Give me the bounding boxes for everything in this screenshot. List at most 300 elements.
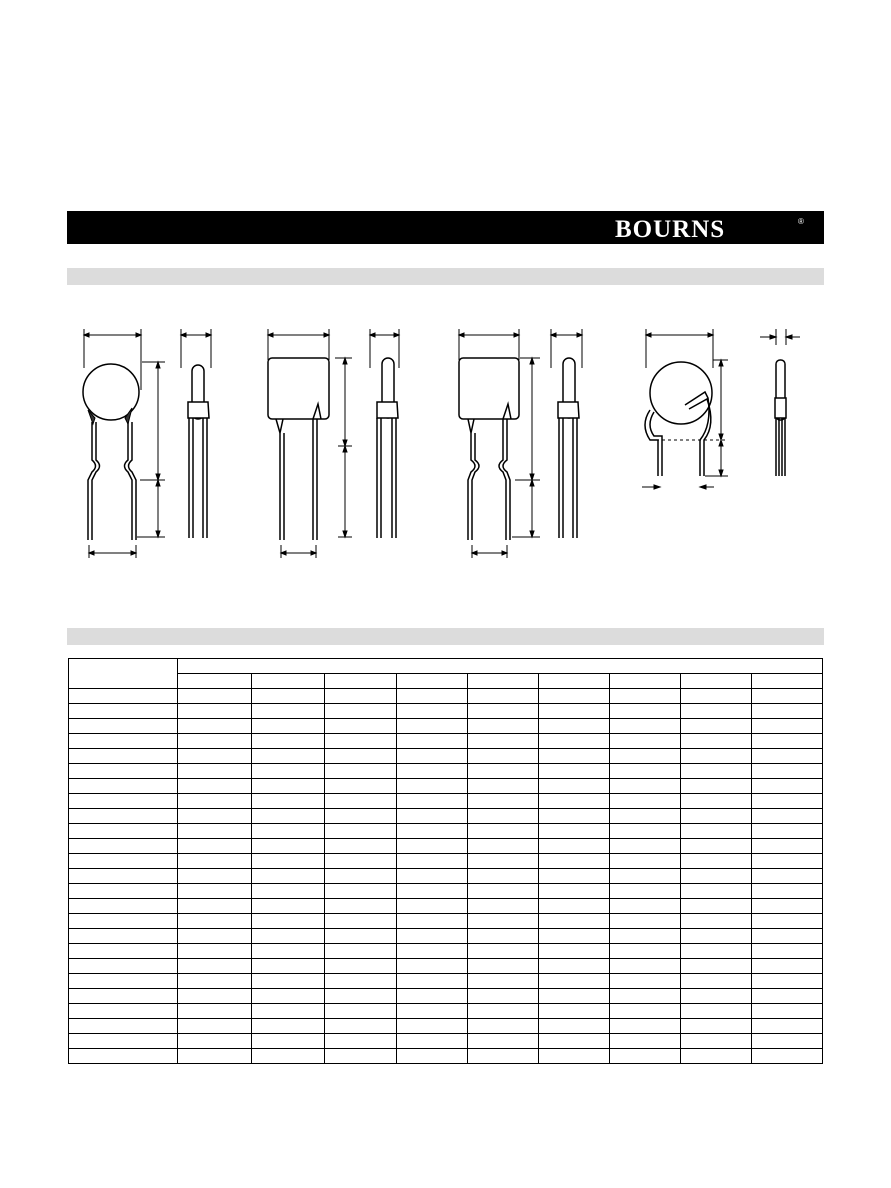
table-header-row-sub <box>69 674 823 689</box>
table-cell <box>69 854 178 869</box>
table-cell <box>610 764 681 779</box>
table-cell <box>539 884 610 899</box>
table-cell <box>69 1004 178 1019</box>
table-cell <box>252 929 325 944</box>
table-cell <box>252 689 325 704</box>
table-cell <box>610 779 681 794</box>
table-cell <box>69 749 178 764</box>
table-cell <box>610 929 681 944</box>
table-cell <box>752 884 823 899</box>
table-cell <box>610 884 681 899</box>
table-cell <box>252 1049 325 1064</box>
table-cell <box>752 839 823 854</box>
drawing-square-straight-front <box>268 329 352 558</box>
table-cell <box>325 704 397 719</box>
table-cell <box>468 689 539 704</box>
table-cell <box>468 1019 539 1034</box>
table-cell <box>397 989 468 1004</box>
table-cell <box>178 839 252 854</box>
table-cell <box>178 809 252 824</box>
bourns-logo-icon <box>615 213 807 243</box>
section-bar-dimensions <box>67 268 824 285</box>
table-cell <box>178 749 252 764</box>
table-cell <box>252 734 325 749</box>
table-cell <box>178 794 252 809</box>
table-cell <box>325 749 397 764</box>
table-cell <box>178 989 252 1004</box>
table-cell <box>69 989 178 1004</box>
table-row <box>69 839 823 854</box>
table-cell <box>539 854 610 869</box>
table-cell <box>69 899 178 914</box>
table-cell <box>752 1034 823 1049</box>
table-cell <box>610 869 681 884</box>
table-cell <box>468 1004 539 1019</box>
table-cell <box>610 689 681 704</box>
table-cell <box>539 689 610 704</box>
table-cell <box>610 1004 681 1019</box>
table-cell <box>681 809 752 824</box>
table-cell <box>252 1034 325 1049</box>
table-cell <box>539 749 610 764</box>
table-cell <box>681 1034 752 1049</box>
table-cell <box>468 884 539 899</box>
table-cell <box>325 689 397 704</box>
table-header-row-top <box>69 659 823 674</box>
table-cell <box>69 794 178 809</box>
table-cell <box>681 839 752 854</box>
table-cell <box>610 899 681 914</box>
table-cell <box>325 734 397 749</box>
table-cell <box>752 974 823 989</box>
table-cell <box>468 719 539 734</box>
table-cell <box>252 854 325 869</box>
table-header-group-cell <box>178 659 823 674</box>
table-cell <box>325 944 397 959</box>
table-header-cell <box>610 674 681 689</box>
table-cell <box>252 944 325 959</box>
table-cell <box>252 1004 325 1019</box>
table-cell <box>325 869 397 884</box>
table-cell <box>178 914 252 929</box>
table-cell <box>752 734 823 749</box>
table-cell <box>69 974 178 989</box>
table-cell <box>178 869 252 884</box>
table-cell <box>178 719 252 734</box>
table-cell <box>752 914 823 929</box>
table-cell <box>610 824 681 839</box>
table-cell <box>468 974 539 989</box>
table-cell <box>178 689 252 704</box>
table-cell <box>468 764 539 779</box>
table-cell <box>325 839 397 854</box>
table-cell <box>468 944 539 959</box>
table-cell <box>539 719 610 734</box>
table-cell <box>325 854 397 869</box>
table-cell <box>539 794 610 809</box>
table-cell <box>681 719 752 734</box>
table-cell <box>397 1004 468 1019</box>
table-cell <box>752 719 823 734</box>
table-cell <box>69 809 178 824</box>
table-cell <box>325 779 397 794</box>
table-row <box>69 854 823 869</box>
table-header-cell <box>178 674 252 689</box>
table-cell <box>468 779 539 794</box>
table-cell <box>252 839 325 854</box>
table-cell <box>681 779 752 794</box>
table-cell <box>397 974 468 989</box>
table-cell <box>468 869 539 884</box>
table-cell <box>681 689 752 704</box>
table-cell <box>397 884 468 899</box>
table-cell <box>752 779 823 794</box>
table-cell <box>69 959 178 974</box>
drawing-square-straight-side <box>370 329 399 538</box>
drawing-square-kinked-front <box>459 329 540 558</box>
table-cell <box>610 989 681 1004</box>
table-cell <box>539 734 610 749</box>
table-cell <box>468 749 539 764</box>
table-header-cell <box>539 674 610 689</box>
table-cell <box>252 704 325 719</box>
table-cell <box>397 929 468 944</box>
table-cell <box>539 779 610 794</box>
table-cell <box>752 989 823 1004</box>
table-cell <box>252 764 325 779</box>
table-row <box>69 944 823 959</box>
table-cell <box>325 1049 397 1064</box>
table-row <box>69 689 823 704</box>
drawing-disc-kinked-side <box>181 329 211 538</box>
table-cell <box>325 989 397 1004</box>
table-cell <box>397 749 468 764</box>
table-cell <box>752 704 823 719</box>
brand-logo-text: BOURNS <box>615 216 726 243</box>
table-cell <box>178 959 252 974</box>
table-cell <box>178 779 252 794</box>
table-row <box>69 959 823 974</box>
table-row <box>69 884 823 899</box>
table-cell <box>681 1049 752 1064</box>
table-cell <box>752 899 823 914</box>
table-cell <box>69 764 178 779</box>
table-cell <box>681 944 752 959</box>
table-cell <box>681 884 752 899</box>
table-cell <box>468 1034 539 1049</box>
table-cell <box>178 929 252 944</box>
table-cell <box>752 824 823 839</box>
table-cell <box>539 869 610 884</box>
table-cell <box>69 704 178 719</box>
table-cell <box>539 989 610 1004</box>
table-row <box>69 929 823 944</box>
table-row <box>69 989 823 1004</box>
registered-mark: ® <box>798 217 804 226</box>
table-row <box>69 869 823 884</box>
table-cell <box>252 824 325 839</box>
table-cell <box>69 719 178 734</box>
table-cell <box>69 944 178 959</box>
table-cell <box>69 1049 178 1064</box>
table-cell <box>539 959 610 974</box>
table-cell <box>468 899 539 914</box>
table-cell <box>610 914 681 929</box>
table-cell <box>325 899 397 914</box>
table-cell <box>69 839 178 854</box>
table-cell <box>539 1034 610 1049</box>
table-cell <box>468 929 539 944</box>
table-cell <box>610 944 681 959</box>
table-cell <box>178 1034 252 1049</box>
table-cell <box>252 989 325 1004</box>
table-cell <box>252 794 325 809</box>
table-cell <box>69 689 178 704</box>
table-cell <box>252 779 325 794</box>
table-cell <box>610 1049 681 1064</box>
table-row <box>69 809 823 824</box>
table-cell <box>252 1019 325 1034</box>
table-cell <box>397 704 468 719</box>
table-cell <box>397 824 468 839</box>
table-cell <box>539 1049 610 1064</box>
table-cell <box>397 779 468 794</box>
table-cell <box>69 734 178 749</box>
table-cell <box>69 779 178 794</box>
table-row <box>69 1019 823 1034</box>
table-cell <box>325 764 397 779</box>
table-cell <box>178 899 252 914</box>
table-cell <box>325 1034 397 1049</box>
table-cell <box>610 719 681 734</box>
table-cell <box>681 959 752 974</box>
table-row <box>69 764 823 779</box>
table-cell <box>610 839 681 854</box>
table-cell <box>468 854 539 869</box>
table-cell <box>610 1019 681 1034</box>
table-cell <box>681 704 752 719</box>
table-row <box>69 974 823 989</box>
table-cell <box>178 944 252 959</box>
table-cell <box>178 1004 252 1019</box>
table-row <box>69 1004 823 1019</box>
table-cell <box>69 824 178 839</box>
table-cell <box>252 974 325 989</box>
table-cell <box>397 794 468 809</box>
table-cell <box>752 1049 823 1064</box>
table-cell <box>752 809 823 824</box>
table-cell <box>610 974 681 989</box>
table-cell <box>397 734 468 749</box>
table-cell <box>252 809 325 824</box>
table-cell <box>69 929 178 944</box>
table-cell <box>69 884 178 899</box>
drawing-disc-crossed-side <box>760 329 800 476</box>
table-cell <box>178 824 252 839</box>
table-cell <box>325 1019 397 1034</box>
table-cell <box>252 899 325 914</box>
table-header-cell <box>325 674 397 689</box>
table-header-cell <box>397 674 468 689</box>
table-cell <box>468 989 539 1004</box>
table-cell <box>539 944 610 959</box>
table-cell <box>252 884 325 899</box>
table-cell <box>752 944 823 959</box>
drawing-disc-kinked-front <box>83 329 165 558</box>
table-cell <box>397 869 468 884</box>
table-row <box>69 794 823 809</box>
table-cell <box>610 734 681 749</box>
table-cell <box>325 914 397 929</box>
table-row <box>69 1034 823 1049</box>
table-cell <box>539 704 610 719</box>
table-header-cell <box>681 674 752 689</box>
table-cell <box>752 854 823 869</box>
table-cell <box>610 794 681 809</box>
table-row <box>69 734 823 749</box>
table-cell <box>752 869 823 884</box>
table-row <box>69 779 823 794</box>
table-cell <box>681 974 752 989</box>
table-row <box>69 749 823 764</box>
table-cell <box>178 1019 252 1034</box>
table-cell <box>325 1004 397 1019</box>
table-cell <box>539 1004 610 1019</box>
table-cell <box>539 899 610 914</box>
table-cell <box>610 1034 681 1049</box>
table-cell <box>681 869 752 884</box>
table-cell <box>178 1049 252 1064</box>
table-cell <box>539 839 610 854</box>
table-header-cell <box>468 674 539 689</box>
drawing-disc-crossed-front <box>642 329 728 489</box>
table-cell <box>468 704 539 719</box>
table-cell <box>681 1004 752 1019</box>
table-cell <box>752 764 823 779</box>
table-header-cell <box>252 674 325 689</box>
table-row <box>69 1049 823 1064</box>
table-cell <box>178 734 252 749</box>
table-cell <box>325 809 397 824</box>
specifications-table <box>68 658 823 1064</box>
table-cell <box>397 719 468 734</box>
table-cell <box>397 1049 468 1064</box>
table-cell <box>610 809 681 824</box>
table-cell <box>539 1019 610 1034</box>
header-band <box>67 211 824 244</box>
table-cell <box>752 1019 823 1034</box>
table-row <box>69 704 823 719</box>
table-cell <box>325 884 397 899</box>
table-cell <box>252 914 325 929</box>
table-cell <box>681 824 752 839</box>
table-cell <box>178 884 252 899</box>
table-cell <box>539 824 610 839</box>
section-bar-specs <box>67 628 824 645</box>
table-cell <box>178 974 252 989</box>
table-cell <box>252 959 325 974</box>
table-cell <box>397 854 468 869</box>
table-cell <box>397 899 468 914</box>
table-cell <box>681 899 752 914</box>
table-cell <box>539 914 610 929</box>
table-cell <box>539 974 610 989</box>
table-row <box>69 824 823 839</box>
table-cell <box>468 809 539 824</box>
table-cell <box>610 704 681 719</box>
table-cell <box>468 794 539 809</box>
table-cell <box>681 854 752 869</box>
table-header-cell <box>752 674 823 689</box>
table-cell <box>752 749 823 764</box>
table-cell <box>325 974 397 989</box>
table-cell <box>69 914 178 929</box>
table-cell <box>325 794 397 809</box>
table-cell <box>681 914 752 929</box>
table-cell <box>681 929 752 944</box>
table-cell <box>610 854 681 869</box>
table-cell <box>752 794 823 809</box>
table-row <box>69 914 823 929</box>
table-cell <box>468 1049 539 1064</box>
table-cell <box>752 689 823 704</box>
table-cell <box>325 824 397 839</box>
table-cell <box>69 1034 178 1049</box>
table-cell <box>468 734 539 749</box>
table-cell <box>252 749 325 764</box>
table-cell <box>325 959 397 974</box>
table-cell <box>69 869 178 884</box>
table-cell <box>325 719 397 734</box>
table-cell <box>681 734 752 749</box>
table-cell <box>252 869 325 884</box>
table-cell <box>610 749 681 764</box>
table-cell <box>752 1004 823 1019</box>
table-cell <box>397 1019 468 1034</box>
table-cell <box>468 824 539 839</box>
table-cell <box>397 809 468 824</box>
table-cell <box>468 839 539 854</box>
table-cell <box>539 764 610 779</box>
table-cell <box>681 764 752 779</box>
table-cell <box>397 839 468 854</box>
table-cell <box>539 929 610 944</box>
table-cell <box>178 764 252 779</box>
table-row <box>69 719 823 734</box>
table-cell <box>681 989 752 1004</box>
table-cell <box>178 854 252 869</box>
table-cell <box>752 929 823 944</box>
table-cell <box>397 689 468 704</box>
table-cell <box>397 1034 468 1049</box>
table-row <box>69 899 823 914</box>
table-cell <box>681 749 752 764</box>
table-cell <box>397 764 468 779</box>
drawing-square-kinked-side <box>551 329 582 538</box>
table-cell <box>539 809 610 824</box>
table-cell <box>69 1019 178 1034</box>
table-cell <box>468 914 539 929</box>
table-cell <box>468 959 539 974</box>
table-cell <box>397 959 468 974</box>
table-cell <box>397 914 468 929</box>
table-header-model-cell <box>69 659 178 689</box>
table-cell <box>681 1019 752 1034</box>
table-cell <box>610 959 681 974</box>
table-cell <box>681 794 752 809</box>
table-cell <box>178 704 252 719</box>
table-cell <box>752 959 823 974</box>
